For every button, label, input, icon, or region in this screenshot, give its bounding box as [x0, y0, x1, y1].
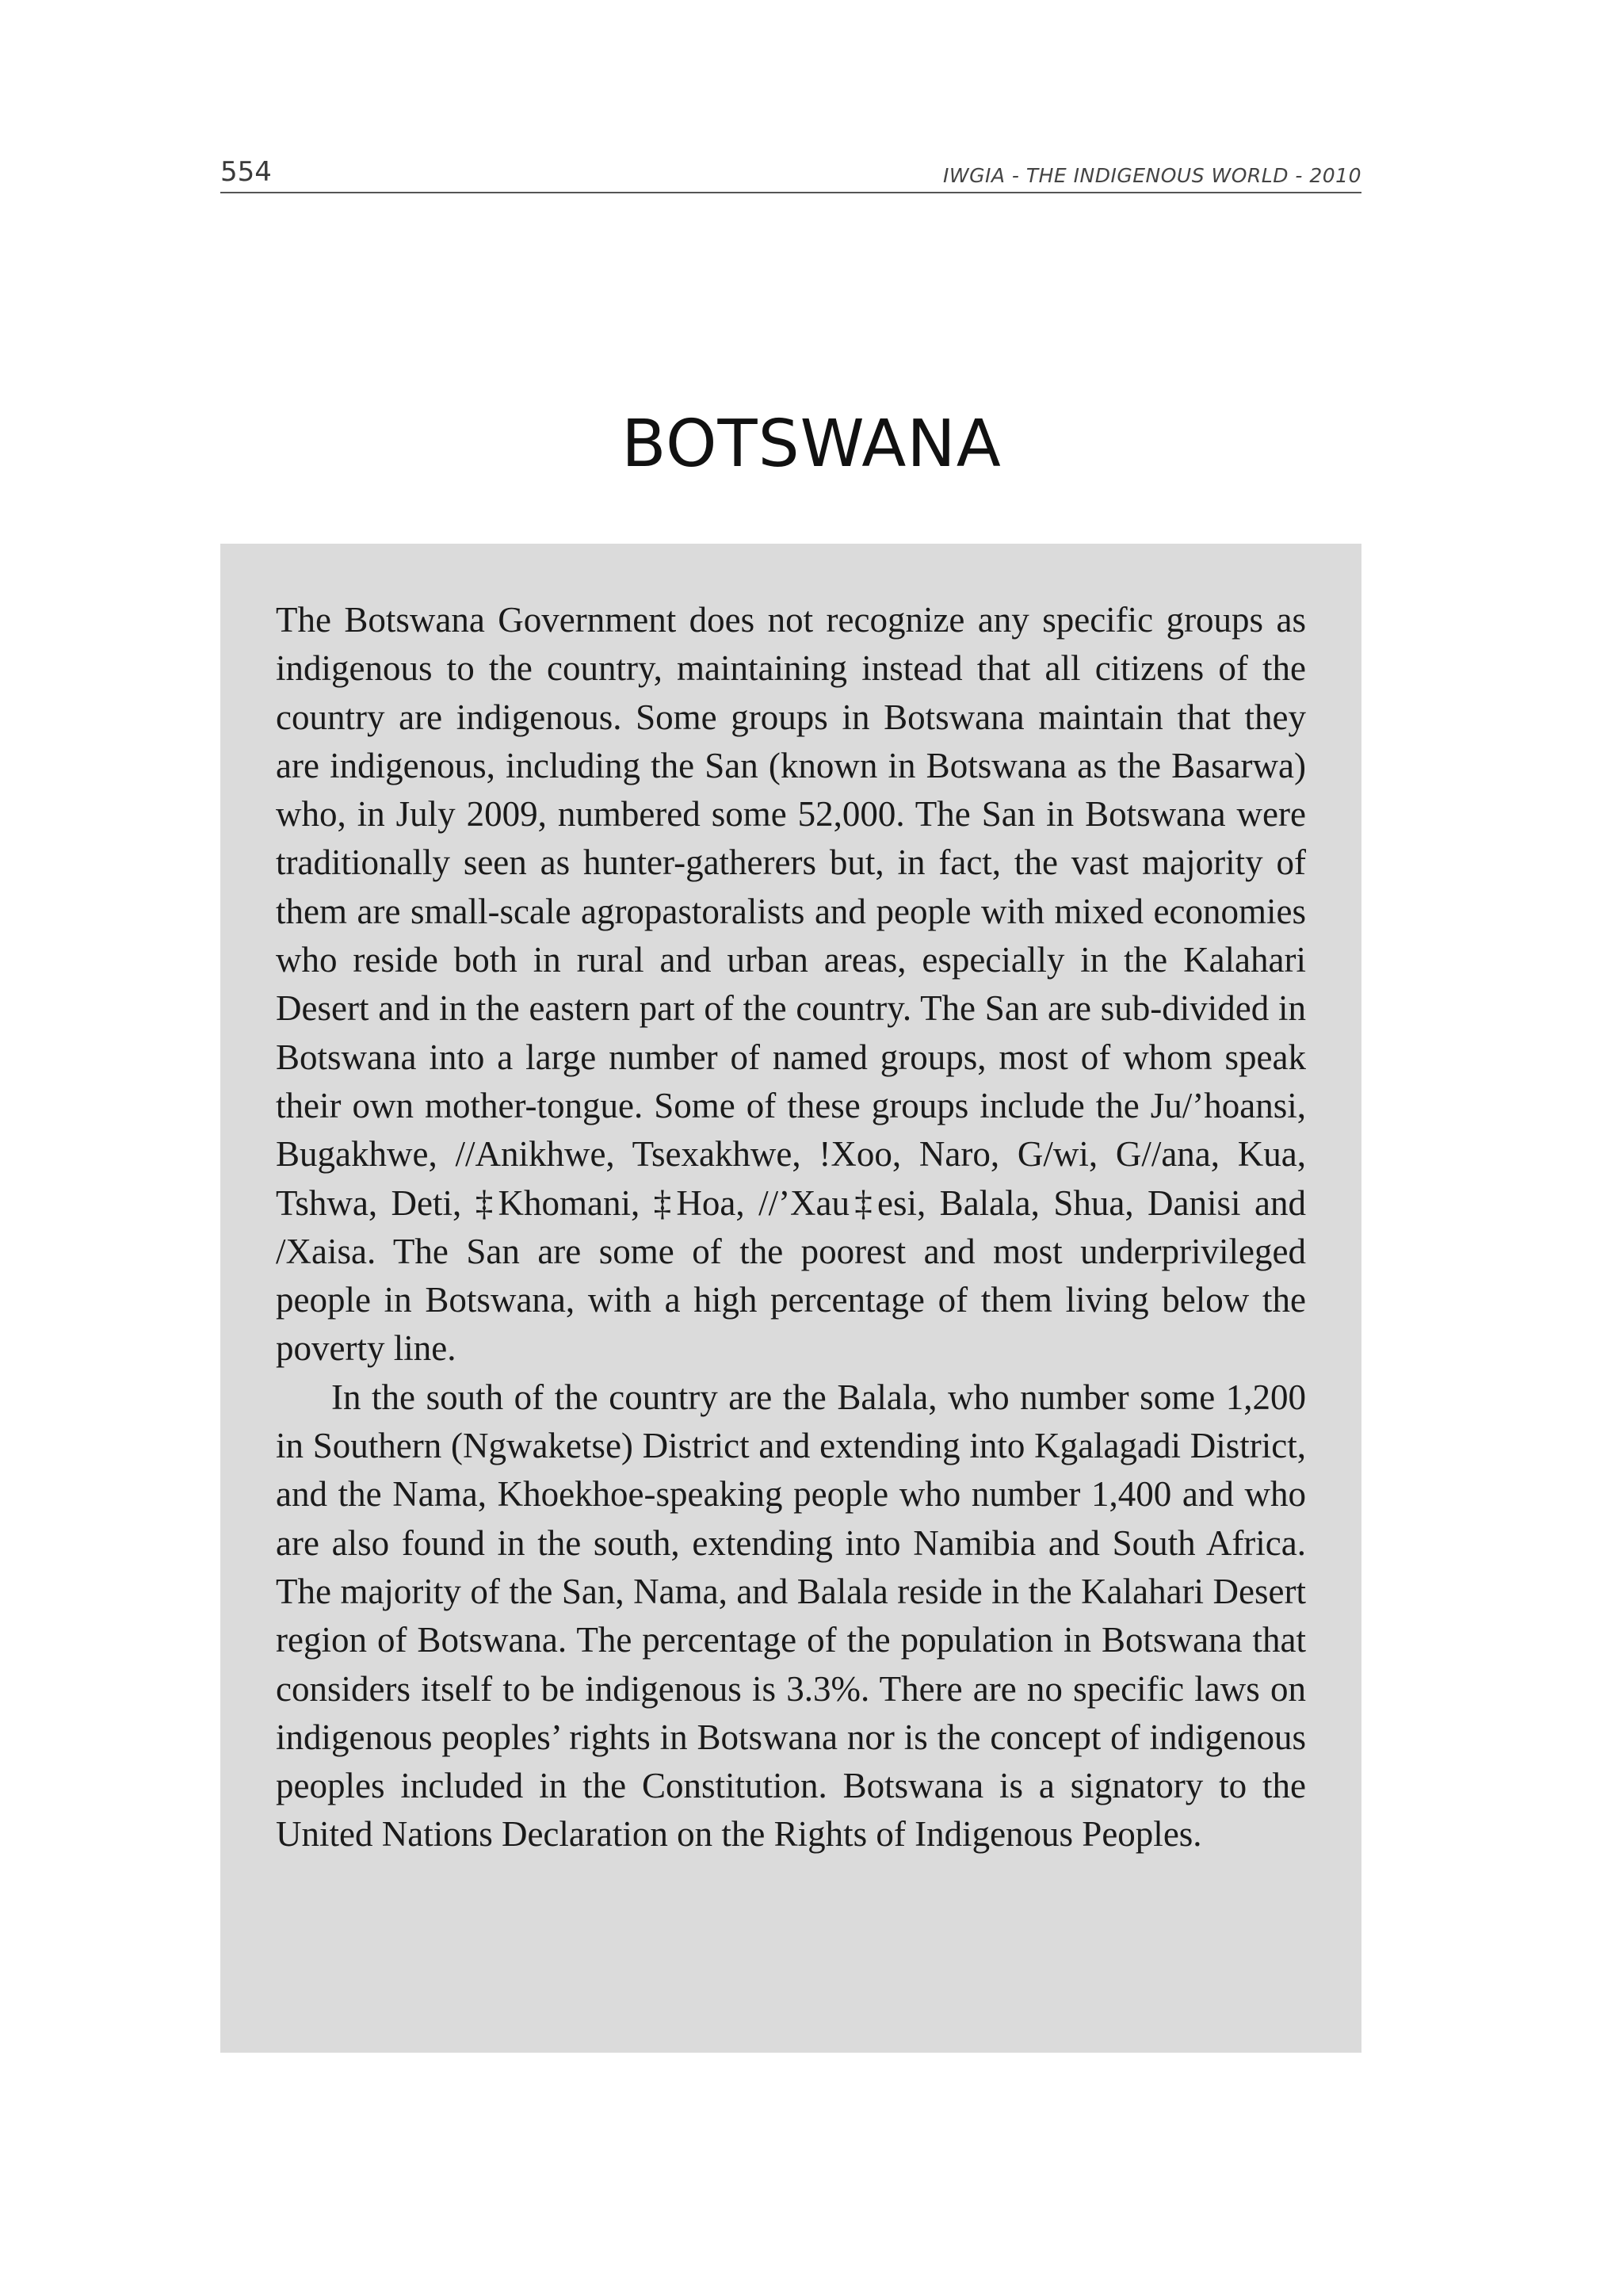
summary-box [220, 544, 1361, 2053]
summary-paragraph: The Botswana Government does not recognize any specific groups as indigenous to the country, maintaining instead that all citizens of the country are indigenous. Some groups in Botswana maintain that they are indigenous, including the San (known in Botswana as the Basarwa) who, in July 2009, numbered some 52,000. The San in Botswana were traditionally seen as hunter-gatherers but, in fact, the vast majority of them are small-scale agropastoralists and people with mixed economies who reside both in rural and urban areas, especially in the Kalahari Desert and in the eastern part of the country. The San are sub-divided in Botswana into a large number of named groups, most of whom speak their own mother-tongue. Some of these groups include the Ju/’hoansi, Bugakhwe, //Anikhwe, Tsexakhwe, !Xoo, Naro, G/wi, G//ana, Kua, Tshwa, Deti, ‡Khomani, ‡Hoa, //’Xau‡esi, Balala, Shua, Danisi and /Xaisa. The San are some of the poorest and most underprivileged people in Botswana, with a high percentage of them living below the poverty line. [276, 600, 1306, 1369]
running-title: IWGIA - THE INDIGENOUS WORLD - 2010 [942, 164, 1361, 187]
country-title: BOTSWANA [621, 407, 1002, 482]
summary-paragraph: In the south of the country are the Balala, who number some 1,200 in Southern (Ngwaketse) District and extending into Kgalagadi District, and the Nama, Khoekhoe-speaking people who number 1,400 and who are also found in the south, extending into Namibia and South Africa. The majority of the San, Nama, and Balala reside in the Kalahari Desert region of Botswana. The percentage of the population in Botswana that considers itself to be indigenous is 3.3%. There are no specific laws on indigenous peoples’ rights in Botswana nor is the concept of indigenous peoples included in the Constitution. Botswana is a signatory to the United Nations Declaration on the Rights of Indigenous Peoples. [276, 1377, 1306, 1855]
page-number: 554 [220, 156, 272, 188]
running-head [220, 152, 1361, 193]
